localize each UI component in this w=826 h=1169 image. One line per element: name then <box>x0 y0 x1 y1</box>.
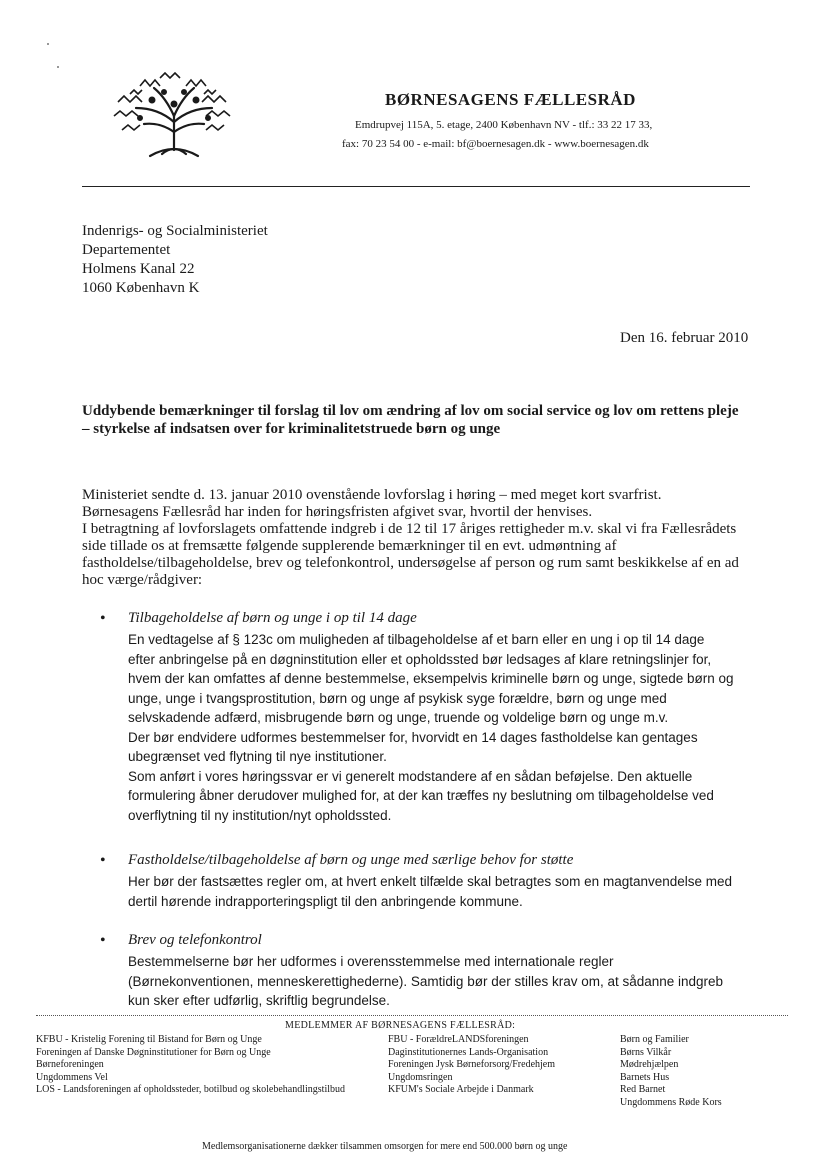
section-body <box>128 630 734 825</box>
subject-line: Uddybende bemærkninger til forslag til lov om ændring af lov om social service og lov om rettens pleje <box>82 403 739 419</box>
members-heading: MEDLEMMER AF BØRNESAGENS FÆLLESRÅD: <box>285 1020 516 1031</box>
intro-line: hoc værge/rådgiver: <box>82 572 203 588</box>
section-line: Bestemmelserne bør her udformes i overensstemmelse med internationale regler <box>128 954 614 969</box>
section-line: overflytning til ny institution/nyt opholdssted. <box>128 807 392 823</box>
member-item: Børns Vilkår <box>620 1046 672 1058</box>
subject-line: – styrkelse af indsatsen over for kriminalitetstruede børn og unge <box>82 421 501 437</box>
member-item: Daginstitutionernes Lands-Organisation <box>388 1046 549 1058</box>
member-item: LOS - Landsforeningen af opholdssteder, botilbud og skolebehandlingstilbud <box>36 1084 345 1095</box>
intro-line: Ministeriet sendte d. 13. januar 2010 ovenstående lovforslag i høring – med meget kort svarfrist. <box>82 487 662 503</box>
section-title: Brev og telefonkontrol <box>128 932 262 948</box>
member-item: KFBU - Kristelig Forening til Bistand for Børn og Unge <box>36 1034 262 1045</box>
section-line: dertil hørende indrapporteringspligt til den anbringende kommune. <box>128 893 523 909</box>
member-item: FBU - ForældreLANDSforeningen <box>388 1034 529 1045</box>
intro-paragraph <box>82 487 739 589</box>
contact-fax-email-web: fax: 70 23 54 00 - e-mail: bf@boernesagen.dk - www.boernesagen.dk <box>342 138 649 150</box>
section-line: Her bør der fastsættes regler om, at hvert enkelt tilfælde skal betragtes som en magtanvendelse med <box>128 874 733 889</box>
section-title: Tilbageholdelse af børn og unge i op til 14 dage <box>128 610 417 626</box>
section-line: selvskadende adfærd, misbrugende børn og unge, truende og voldelige børn og unge m.v. <box>128 710 669 725</box>
section-line: (Børnekonventionen, menneskerettighederne). Samtidig bør der stilles krav om, at sådanne indgreb <box>128 973 724 989</box>
members-column <box>620 1034 722 1109</box>
member-item: Barnets Hus <box>620 1071 670 1083</box>
member-item: KFUM's Sociale Arbejde i Danmark <box>388 1084 534 1095</box>
section-line: En vedtagelse af § 123c om muligheden af tilbageholdelse af et barn eller en ung i op til 14 dage <box>128 632 705 647</box>
section-body <box>128 872 732 911</box>
section-line: hvem der kan omfattes af denne bestemmelse, eksempelvis kriminelle børn og unge, sigtede børn og <box>128 671 734 686</box>
member-item: Foreningen Jysk Børneforsorg/Fredehjem <box>388 1059 556 1070</box>
recipient-line: Indenrigs- og Socialministeriet <box>82 223 268 239</box>
section-line: Der bør endvidere udformes bestemmelser for, hvorvidt en 14 dages fastholdelse kan gentages <box>128 729 698 745</box>
section-line: Som anført i vores høringssvar er vi generelt modstandere af en sådan beføjelse. Den aktuelle <box>128 768 693 784</box>
members-column <box>36 1034 345 1097</box>
tree-icon <box>100 72 248 158</box>
footer-divider <box>36 1015 788 1016</box>
recipient-line: 1060 København K <box>82 280 200 296</box>
section-line: kun sker efter udførlig, skriftlig begrundelse. <box>128 993 390 1008</box>
section-line: unge, unge i tvangsprostitution, børn og unge af psykisk syge forældre, børn og unge med <box>128 690 667 706</box>
member-item: Børneforeningen <box>36 1059 104 1070</box>
recipient-line: Departementet <box>82 242 171 258</box>
header-divider <box>82 186 750 187</box>
section-line: ubegrænset ved flytning til nye institutioner. <box>128 749 387 764</box>
intro-line: Børnesagens Fællesråd har inden for høringsfristen afgivet svar, hvortil der henvises. <box>82 504 593 520</box>
recipient-line: Holmens Kanal 22 <box>82 261 195 277</box>
contact-address-phone: Emdrupvej 115A, 5. etage, 2400 København NV - tlf.: 33 22 17 33, <box>355 119 653 131</box>
member-item: Børn og Familier <box>620 1034 689 1045</box>
organization-name: BØRNESAGENS FÆLLESRÅD <box>385 90 636 109</box>
section-title: Fastholdelse/tilbageholdelse af børn og unge med særlige behov for støtte <box>128 852 574 868</box>
member-item: Ungdommens Vel <box>36 1071 108 1083</box>
member-item: Foreningen af Danske Døgninstitutioner for Børn og Unge <box>36 1046 271 1058</box>
member-item: Red Barnet <box>620 1084 666 1095</box>
intro-line: side tillade os at fremsætte følgende supplerende bemærkninger til en evt. udmøntning af <box>82 538 617 554</box>
letter-date: Den 16. februar 2010 <box>620 330 749 346</box>
letter-subject <box>82 402 738 438</box>
scan-speck <box>57 66 59 68</box>
section-line: formulering åbner derudover mulighed for, at der kan træffes ny beslutning om tilbageholdelse ved <box>128 788 714 803</box>
bullet-icon: • <box>100 852 106 869</box>
member-item: Ungdomsringen <box>388 1071 453 1083</box>
members-coverage-note: Medlemsorganisationerne dækker tilsammen omsorgen for mere end 500.000 børn og unge <box>202 1141 568 1152</box>
members-column <box>388 1034 555 1097</box>
member-item: Mødrehjælpen <box>620 1059 679 1070</box>
member-item: Ungdommens Røde Kors <box>620 1096 722 1108</box>
section-body <box>128 952 723 1011</box>
bullet-icon: • <box>100 610 106 627</box>
section-line: efter anbringelse på en døgninstitution eller et opholdssted bør ledsages af klare retningslinjer for, <box>128 651 712 667</box>
scan-speck <box>47 43 49 45</box>
intro-line: fastholdelse/tilbageholdelse, brev og telefonkontrol, undersøgelse af person og rum samt beskikkelse af en ad <box>82 555 739 571</box>
recipient-address <box>82 222 268 298</box>
bullet-icon: • <box>100 932 106 949</box>
intro-line: I betragtning af lovforslagets omfattende indgreb i de 12 til 17 åriges rettigheder m.v. skal vi fra Fællesrådets <box>82 521 737 537</box>
